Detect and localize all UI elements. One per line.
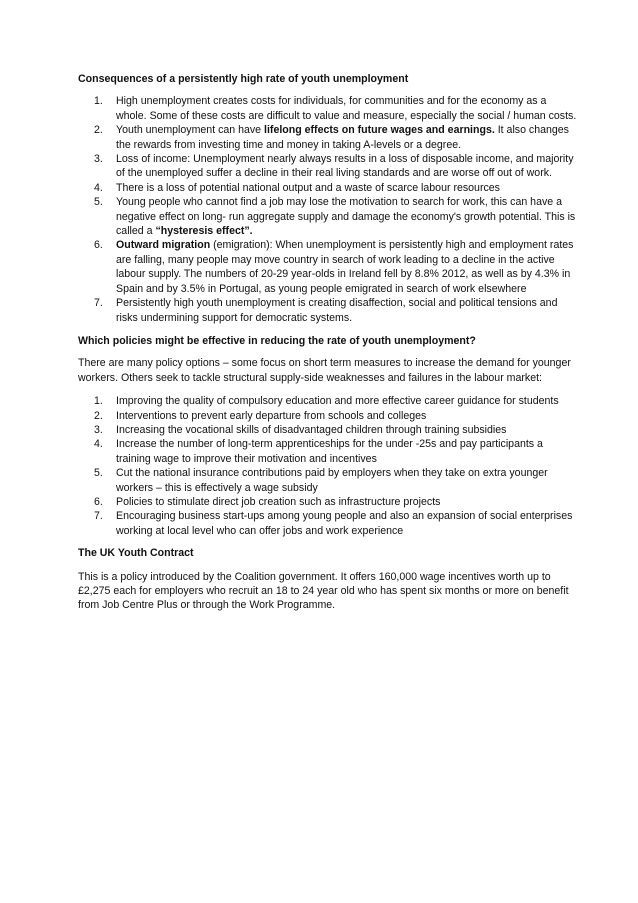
list-item-text: Improving the quality of compulsory education and more effective career guidance for students	[116, 395, 559, 408]
list-item	[78, 181, 578, 195]
list-item	[78, 94, 578, 123]
list-item-text: Youth unemployment can have	[116, 124, 265, 137]
list-item-text: There is a loss of potential national output and a waste of scarce labour resources	[116, 181, 500, 194]
consequences-list	[78, 94, 578, 325]
list-number: 4.	[94, 438, 103, 451]
list-item	[78, 509, 578, 538]
list-item-text: It also changes the rewards from investing time and money in taking A-levels or a degree.	[116, 124, 569, 151]
list-item-text: Young people who cannot find a job may lose the motivation to search for work, this can have a negative effect on long- run aggregate supply and damage the economy's growth potential. This is called a	[116, 196, 576, 238]
list-item	[78, 195, 578, 238]
list-item	[78, 437, 578, 466]
list-number: 2.	[94, 409, 103, 422]
list-item-text: Encouraging business start-ups among young people and also an expansion of social enterprises working at local level who can offer jobs and work experience	[116, 510, 573, 537]
list-item	[78, 394, 578, 408]
list-item-text: (emigration): When unemployment is persistently high and employment rates are falling, many people may move country in search of work leading to a decline in the active labour supply. The numbers of 20-29 year-olds in Ireland fell by 8.8% 2012, as well as by 4.3% in Spain and by 3.5% in Portugal, as young people emigrated in search of work elsewhere	[116, 239, 574, 295]
list-number: 1.	[94, 95, 103, 108]
list-number: 5.	[94, 196, 103, 209]
list-item-emphasis: lifelong effects on future wages and earnings.	[264, 124, 495, 137]
list-item-text: Interventions to prevent early departure from schools and colleges	[116, 409, 427, 422]
list-item-text: Loss of income: Unemployment nearly always results in a loss of disposable income, and majority of the unemployed suffer a decline in their real living standards and are worse off out of work.	[116, 153, 574, 180]
list-number: 6.	[94, 495, 103, 508]
list-item-text: Policies to stimulate direct job creation such as infrastructure projects	[116, 495, 441, 508]
list-number: 3.	[94, 423, 103, 436]
list-number: 5.	[94, 467, 103, 480]
list-item	[78, 123, 578, 152]
list-item-text: High unemployment creates costs for individuals, for communities and for the economy as a whole. Some of these costs are difficult to value and measure, especially the social / human costs.	[116, 95, 577, 122]
list-number: 4.	[94, 181, 103, 194]
section-heading-youth-contract: The UK Youth Contract	[78, 547, 194, 560]
list-number: 3.	[94, 153, 103, 166]
list-item	[78, 466, 578, 495]
list-item-text: Persistently high youth unemployment is creating disaffection, social and political tensions and risks undermining support for democratic systems.	[116, 297, 558, 324]
list-item-text: Increase the number of long-term apprenticeships for the under -25s and pay participants a training wage to improve their motivation and incentives	[116, 438, 543, 465]
list-number: 2.	[94, 124, 103, 137]
list-item	[78, 423, 578, 437]
list-item	[78, 238, 578, 296]
policies-list	[78, 394, 578, 538]
list-item-emphasis: Outward migration	[116, 239, 211, 252]
list-item	[78, 296, 578, 325]
list-item	[78, 152, 578, 181]
list-item	[78, 495, 578, 509]
list-item-emphasis: “hysteresis effect”.	[155, 225, 253, 238]
list-item	[78, 409, 578, 423]
list-item-text: Cut the national insurance contributions paid by employers when they take on extra younger workers – this is effectively a wage subsidy	[116, 467, 548, 494]
list-number: 7.	[94, 510, 103, 523]
policies-intro: There are many policy options – some focus on short term measures to increase the demand for younger workers. Others seek to tackle structural supply-side weaknesses and failures in the labour market:	[78, 357, 571, 384]
list-item-text: Increasing the vocational skills of disadvantaged children through training subsidies	[116, 423, 507, 436]
section-heading-consequences: Consequences of a persistently high rate of youth unemployment	[78, 73, 409, 85]
list-number: 7.	[94, 297, 103, 310]
list-number: 1.	[94, 395, 103, 408]
list-number: 6.	[94, 239, 103, 252]
section-heading-policies: Which policies might be effective in reducing the rate of youth unemployment?	[78, 334, 476, 347]
youth-contract-body: This is a policy introduced by the Coalition government. It offers 160,000 wage incentives worth up to £2,275 each for employers who recruit an 18 to 24 year old who has spent six months or more on benefit from Job Centre Plus or through the Work Programme.	[78, 570, 569, 612]
